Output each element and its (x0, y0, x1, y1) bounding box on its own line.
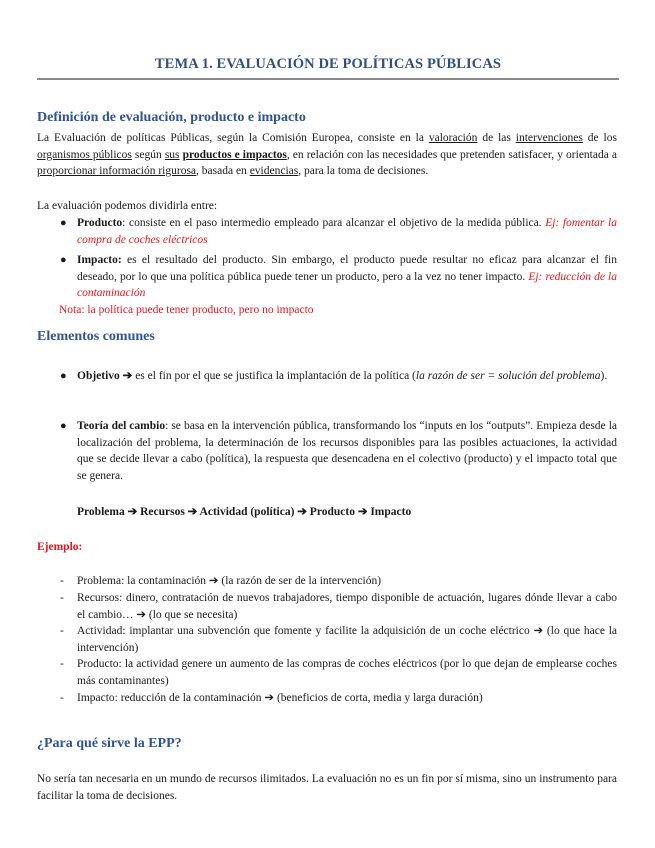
dash-icon: - (60, 575, 64, 587)
heading-definicion: Definición de evaluación, producto e impacto (37, 110, 306, 125)
example-label: Ejemplo: (37, 541, 83, 553)
chain-text: Problema ➔ Recursos ➔ Actividad (política) ➔ Producto ➔ Impacto (77, 506, 412, 518)
heading-para-que-sirve: ¿Para qué sirve la EPP? (37, 736, 182, 751)
dash-icon: - (60, 658, 64, 670)
bullet-objetivo: Objetivo ➔ es el fin por el que se justifica la implantación de la política (la razón de ser = solución del problema). (77, 370, 608, 382)
bullet-producto: Producto: consiste en el paso intermedio empleado para alcanzar el objetivo de la medida pública. Ej: fomentar la compra de coches eléctricos (77, 217, 617, 246)
dash-icon: - (60, 592, 64, 604)
note-text: Nota: la política puede tener producto, pero no impacto (59, 304, 314, 316)
paragraph-para-que-sirve: No sería tan necesaria en un mundo de recursos ilimitados. La evaluación no es un fin por sí misma, sino un instrumento para facilitar la toma de decisiones. (37, 773, 617, 802)
example-item: Problema: la contaminación ➔ (la razón de ser de la intervención) (77, 575, 382, 587)
bullet-icon: ● (60, 217, 67, 229)
bullet-icon: ● (60, 254, 67, 266)
paragraph-division: La evaluación podemos dividirla entre: (37, 200, 218, 212)
example-item: Producto: la actividad genere un aumento de las compras de coches eléctricos (por lo que dejan de emplearse coches más contaminantes) (77, 658, 617, 687)
dash-icon: - (60, 692, 64, 704)
bullet-teoria-cambio: Teoría del cambio: se basa en la intervención pública, transformando los “inputs en los “outputs”. Empieza desde la localización del problema, la determinación de los recursos disponibles para las posibles actuaciones, la actividad que se decide llevar a cabo (política), la respuesta que desencadena en el colectivo (producto) y el impacto total que se genera. (77, 420, 617, 482)
bullet-impacto: Impacto: es el resultado del producto. Sin embargo, el producto puede resultar no eficaz para alcanzar el fin deseado, por lo que una política pública puede tener un producto, pero a la vez no tener impacto. Ej: reducción de la contaminación (77, 254, 617, 299)
bullet-icon: ● (60, 420, 67, 432)
heading-elementos: Elementos comunes (37, 329, 155, 344)
example-item: Actividad: implantar una subvención que fomente y facilite la adquisición de un coche eléctrico ➔ (lo que hace la intervención) (77, 625, 617, 654)
document-title: TEMA 1. EVALUACIÓN DE POLÍTICAS PÚBLICAS (154, 56, 502, 72)
title-rule (37, 78, 619, 80)
paragraph-definicion: La Evaluación de políticas Públicas, según la Comisión Europea, consiste en la valoración de las intervenciones de los organismos públicos según sus productos e impactos, en relación con las necesidades que pretenden satisfacer, y orientada a proporcionar información rigurosa, basada en evidencias, para la toma de decisiones. (37, 132, 617, 177)
dash-icon: - (60, 625, 64, 637)
example-item: Impacto: reducción de la contaminación ➔ (beneficios de corta, media y larga duración) (77, 692, 483, 704)
example-item: Recursos: dinero, contratación de nuevos trabajadores, tiempo disponible de actuación, lugares dónde llevar a cabo el cambio… ➔ (lo que se necesita) (77, 592, 617, 621)
bullet-icon: ● (60, 370, 67, 382)
